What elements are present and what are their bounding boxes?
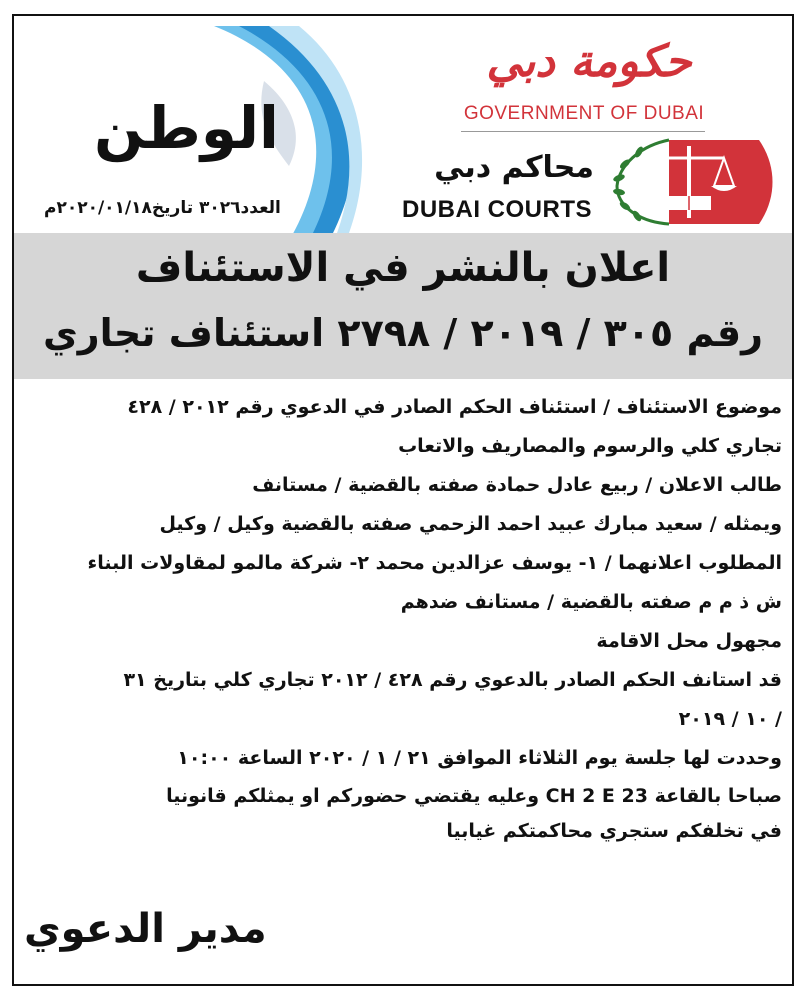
header [14,16,792,233]
body-line: مجهول محل الاقامة [596,630,782,652]
divider [461,131,705,132]
scales-of-justice-icon [599,136,774,228]
announcement-frame [12,14,794,986]
issue-date: العدد٣٠٢٦ تاريخ٢٠٢٠/٠١/١٨م [44,198,281,218]
courts-arabic-label: محاكم دبي [434,150,594,185]
body-line: وحددت لها جلسة يوم الثلاثاء الموافق ٢١ / ١ / ٢٠٢٠ الساعة ١٠:٠٠ [177,747,782,769]
title-band [14,233,792,379]
body-line: في تخلفكم ستجري محاكمتكم غيابيا [446,820,782,842]
newspaper-masthead [24,26,324,231]
body-line: قد استانف الحكم الصادر بالدعوي رقم ٤٢٨ / ٢٠١٢ تجاري كلي بتاريخ ٣١ [123,669,782,691]
government-english-label: GOVERNMENT OF DUBAI [463,103,705,124]
government-arabic-logo: حكومة دبي [486,36,692,87]
body-line: ش ذ م م صفته بالقضية / مستانف ضدهم [400,591,782,613]
newspaper-logo: الوطن [94,94,279,162]
body-line: / ١٠ / ٢٠١٩ [678,708,782,730]
signature: مدير الدعوي [24,906,267,952]
body-line: تجاري كلي والرسوم والمصاريف والاتعاب [398,435,782,457]
announcement-title: اعلان بالنشر في الاستئناف [135,245,671,291]
body-line: صباحا بالقاعة CH 2 E 23 وعليه يقتضي حضوركم او يمثلكم قانونيا [166,785,782,807]
case-number: رقم ٣٠٥ / ٢٠١٩ / ٢٧٩٨ استئناف تجاري [42,311,764,355]
body-line: المطلوب اعلانهما / ١- يوسف عزالدين محمد ٢- شركة مالمو لمقاولات البناء [87,552,782,574]
courts-english-label: DUBAI COURTS [402,196,592,223]
body-line: طالب الاعلان / ربيع عادل حمادة صفته بالقضية / مستانف [252,474,782,496]
body-line: ويمثله / سعيد مبارك عبيد احمد الزحمي صفته بالقضية وكيل / وكيل [159,513,782,535]
body-line: موضوع الاستئناف / استئناف الحكم الصادر في الدعوي رقم ٢٠١٢ / ٤٢٨ [127,396,782,418]
announcement-body [22,388,782,848]
